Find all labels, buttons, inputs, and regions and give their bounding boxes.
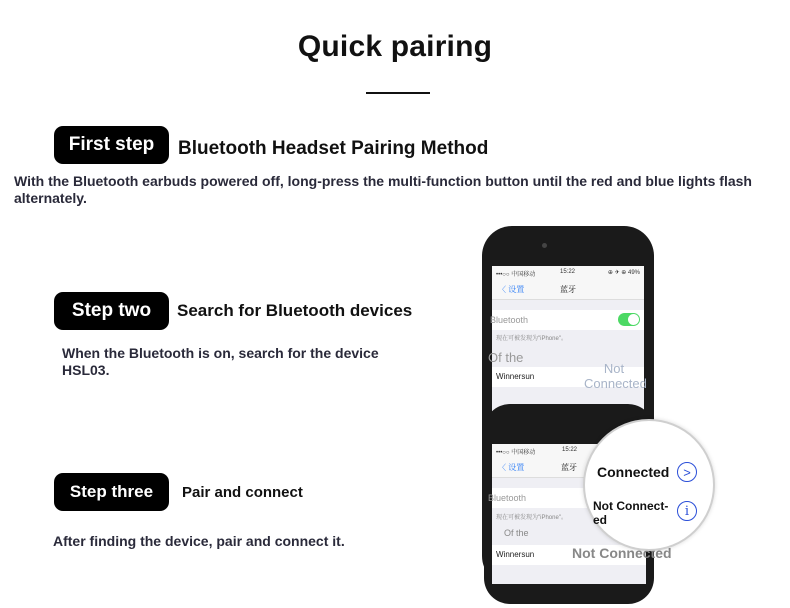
devices-section-label: Of the xyxy=(488,350,524,365)
device-name: Winnersun xyxy=(496,550,535,559)
step-two-description: When the Bluetooth is on, search for the device HSL03. xyxy=(62,345,379,378)
not-connected-label: Not Connect-ed xyxy=(593,499,669,527)
device-status: Not Connected xyxy=(584,361,647,391)
bluetooth-label: Bluetooth xyxy=(488,493,527,503)
back-button[interactable]: 〈 设置 xyxy=(498,285,525,294)
step-three-pill: Step three xyxy=(54,473,169,511)
nav-title: 蓝牙 xyxy=(561,463,577,472)
step-two-pill: Step two xyxy=(54,292,169,330)
back-button[interactable]: 〈 设置 xyxy=(498,463,525,472)
phone-camera xyxy=(542,243,547,248)
discoverable-note: 现在可被发现为"iPhone"。 xyxy=(496,336,567,342)
device-status-bottom: Not Connected xyxy=(572,545,672,561)
carrier-label: •••○○ 中国移动 xyxy=(496,450,536,456)
devices-section-label: Of the xyxy=(504,528,529,538)
title-underline xyxy=(366,92,430,94)
status-icons: ⊕ ✈ ⊕ 49% xyxy=(607,270,640,276)
magnifier-callout xyxy=(583,419,715,551)
step-one-description: With the Bluetooth earbuds powered off, long-press the multi-function button until the red and blue lights flash alternately. xyxy=(14,173,752,206)
carrier-label: •••○○ 中国移动 xyxy=(496,272,536,278)
status-time: 15:22 xyxy=(560,269,576,275)
status-bar xyxy=(492,266,644,278)
nav-title: 蓝牙 xyxy=(560,285,576,294)
discoverable-note: 现在可被发现为"iPhone"。 xyxy=(496,515,567,521)
chevron-right-circle-icon[interactable]: > xyxy=(677,462,697,482)
step-three-heading: Pair and connect xyxy=(182,484,303,501)
step-one-pill: First step xyxy=(54,126,169,164)
nav-bar xyxy=(492,278,644,300)
step-one-heading: Bluetooth Headset Pairing Method xyxy=(178,138,489,159)
page-title: Quick pairing xyxy=(297,30,493,63)
step-three-description: After finding the device, pair and connect it. xyxy=(53,533,345,549)
bluetooth-label: Bluetooth xyxy=(490,315,529,325)
bluetooth-toggle[interactable] xyxy=(618,313,640,326)
step-two-heading: Search for Bluetooth devices xyxy=(177,301,413,320)
info-circle-icon[interactable]: i xyxy=(677,501,697,521)
connected-label: Connected xyxy=(597,464,670,480)
status-time: 15:22 xyxy=(562,447,578,453)
bluetooth-row[interactable] xyxy=(492,310,644,330)
device-name: Winnersun xyxy=(496,372,535,381)
